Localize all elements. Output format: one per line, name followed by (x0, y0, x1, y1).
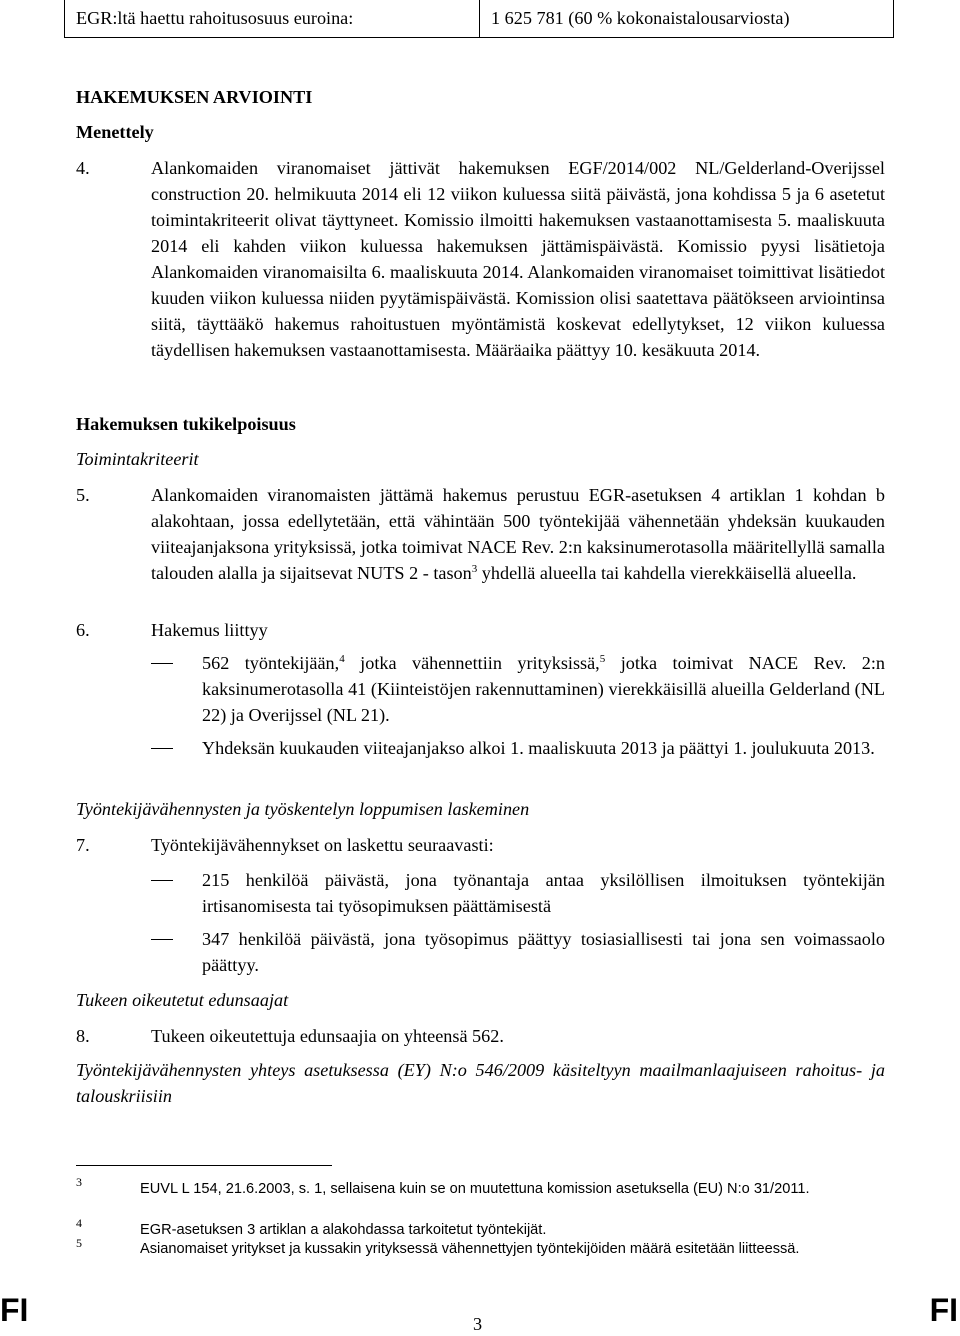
list-item (0, 735, 960, 789)
paragraph-number: 6. (76, 620, 90, 640)
criteria-heading: Toimintakriteerit (76, 449, 199, 469)
funding-table (64, 0, 894, 38)
paragraph-6: Hakemus liittyy (151, 620, 268, 640)
footnote-text: EGR-asetuksen 3 artiklan a alakohdassa tarkoitetut työntekijät. (140, 1222, 547, 1238)
list-item (0, 926, 960, 980)
footnote-ref-4: 4 (339, 652, 345, 665)
paragraph-7: Työntekijävähennykset on laskettu seuraavasti: (151, 835, 494, 855)
eligibility-heading: Hakemuksen tukikelpoisuus (76, 414, 296, 434)
bullet-text-part: jotka vähennettiin yrityksissä, (344, 653, 600, 673)
paragraph-4: Alankomaiden viranomaiset jättivät hakemuksen EGF/2014/002 NL/Gelderland-Overijssel construction 20. helmikuuta 2014 eli 12 viikon kuluessa siitä päivästä, jona kohdissa 5 ja 6 asetetut toimintakriteerit olivat täyttyneet. Komissio ilmoitti hakemuksen vastaanottamisesta 5. maaliskuuta 2014 eli kahden viikon kuluessa hakemuksen jättämispäivästä. Komissio pyysi lisätietoja Alankomaiden viranomaisilta 6. maaliskuuta 2014. Alankomaiden viranomaiset toimittivat lisätiedot kuuden viikon kuluessa niiden pyytämispäivästä. Komission olisi saatettava päätökseen arviointinsa siitä, täyttääkö hakemus rahoitustuen myöntämistä koskevat edellytykset, 12 viikon kuluessa täydellisen hakemuksen vastaanottamisesta. Määräaika päättyy 10. kesäkuuta 2014. (151, 158, 885, 360)
beneficiaries-heading: Tukeen oikeutetut edunsaajat (76, 990, 289, 1010)
footnote-ref-5: 5 (599, 652, 606, 665)
footnote-text: Asianomaiset yritykset ja kussakin yrityksessä vähennettyjen työntekijöiden määrä esitetään liitteessä. (140, 1241, 800, 1257)
list-item (0, 650, 960, 730)
bullet-text (202, 650, 885, 728)
footnote-ref-3: 3 (471, 562, 478, 575)
list-item (0, 867, 960, 921)
language-code-right: FI (929, 1292, 958, 1328)
paragraph-5-text-end: yhdellä alueella tai kahdella vierekkäisellä alueella. (477, 563, 857, 583)
dash-bullet (151, 663, 173, 664)
paragraph-number: 4. (76, 158, 90, 178)
footnote-text: EUVL L 154, 21.6.2003, s. 1, sellaisena kuin se on muutettuna komission asetuksella (EU) N:o 31/2011. (140, 1181, 810, 1197)
dash-bullet (151, 880, 173, 881)
section-title: HAKEMUKSEN ARVIOINTI (76, 87, 313, 107)
paragraph-5-text: Alankomaiden viranomaisten jättämä hakemus perustuu EGR-asetuksen 4 artiklan 1 kohdan b alakohtaan, jossa edellytetään, että vähintään 500 työntekijää vähennetään yhdeksän kuukauden viiteajanjaksona yrityksissä, jotka toimivat NACE Rev. 2:n kaksinumerotasolla määritellyllä samalla talouden alalla ja sijaitsevat NUTS 2 - tason (151, 485, 885, 583)
bullet-text-part: jotka toimivat NACE Rev. 2:n kaksinumerotasolla 41 (Kiinteistöjen rakennuttaminen) vierekkäisillä alueilla Gelderland (NL 22) ja Overijssel (NL 21). (202, 653, 885, 725)
bullet-text: Yhdeksän kuukauden viiteajanjakso alkoi 1. maaliskuuta 2013 ja päättyi 1. joulukuuta 2013. (202, 738, 875, 758)
paragraph-number: 5. (76, 485, 90, 505)
footnote-separator (76, 1165, 332, 1166)
calculation-heading: Työntekijävähennysten ja työskentelyn loppumisen laskeminen (76, 799, 530, 819)
dash-bullet (151, 939, 173, 940)
funding-label-cell: EGR:ltä haettu rahoitusosuus euroina: (65, 0, 480, 37)
footnote-number: 3 (76, 1175, 82, 1189)
paragraph-8: Tukeen oikeutettuja edunsaajia on yhteensä 562. (151, 1026, 504, 1046)
funding-value-cell: 1 625 781 (60 % kokonaistalousarviosta) (491, 8, 790, 28)
bullet-text-part: 562 työntekijään, (202, 653, 340, 673)
bullet-text: 215 henkilöä päivästä, jona työnantaja antaa yksilöllisen ilmoituksen työntekijän irtisanomisesta tai työsopimuksen päättämisestä (202, 870, 885, 916)
footnote-number: 4 (76, 1216, 82, 1230)
procedure-heading: Menettely (76, 122, 154, 142)
footnote-number: 5 (76, 1236, 82, 1250)
paragraph-5 (151, 482, 885, 586)
dash-bullet (151, 748, 173, 749)
bullet-text: 347 henkilöä päivästä, jona työsopimus päättyy tosiasiallisesti tai jona sen voimassaolo päättyy. (202, 929, 885, 975)
paragraph-number: 8. (76, 1026, 90, 1046)
language-code-left: FI (0, 1292, 29, 1328)
page-number: 3 (473, 1314, 483, 1334)
paragraph-number: 7. (76, 835, 90, 855)
link-heading: Työntekijävähennysten yhteys asetuksessa (EY) N:o 546/2009 käsiteltyyn maailmanlaajuiseen rahoitus- ja talouskriisiin (76, 1060, 885, 1106)
